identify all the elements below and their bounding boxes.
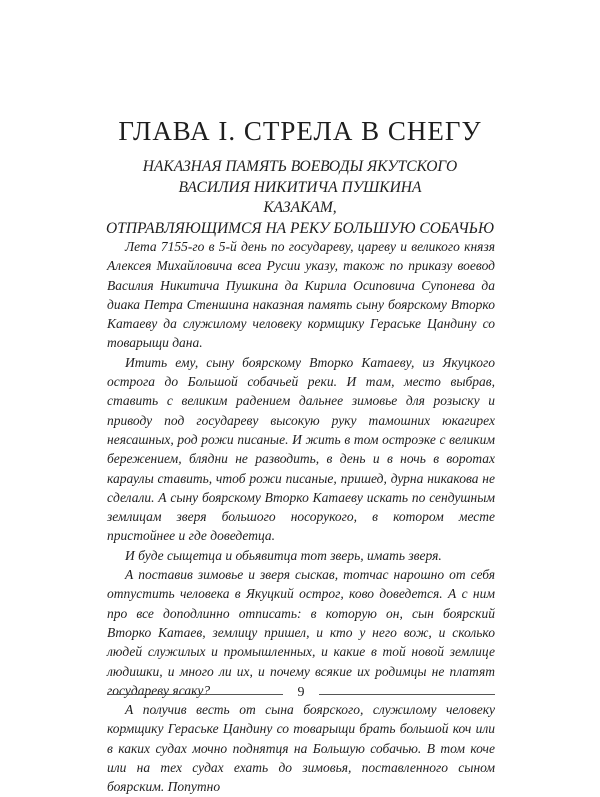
page-number: 9	[297, 685, 305, 700]
chapter-subtitle	[0, 157, 600, 239]
page-footer	[107, 684, 495, 704]
chapter-title: ГЛАВА I. СТРЕЛА В СНЕГУ	[118, 116, 482, 146]
paragraph: А поставив зимовье и зверя сыскав, тотчас нарошно от себя отпустить человека в Якуцкий острог, ково доведется. А с ним про все доподлинно отписать: в которую он, сын боярский Вторко Катаев, землицу пришел, и кто у него вож, и сколько людей служилых и промышленных, и какие в той новой землице людишки, и много ли их, и почему всякие их родимцы не платят государеву ясаку?	[107, 567, 495, 698]
body-text	[107, 237, 495, 797]
subtitle-line: НАКАЗНАЯ ПАМЯТЬ ВОЕВОДЫ ЯКУТСКОГО	[142, 158, 458, 175]
subtitle-line: КАЗАКАМ,	[263, 199, 337, 216]
paragraph: Итить ему, сыну боярскому Вторко Катаеву, из Якуцкого острога до Большой собачьей реки. И там, место выбрав, ставить с великим радением дальнее зимовье для розыску и приводу под государеву высокую руку тамошних юкагирех неясашных, род рожи писаные. И жить в том остроэке с великим бережением, блядни не разводить, в день и в ночь в воротах караулы ставить, чтоб рожи писаные, пришед, дурна никакова не сделали. А сыну боярскому Вторко Катаеву искать по сендушным землицам зверя большого носорукого, в котором месте пристойнее и где доведетца.	[107, 354, 495, 544]
subtitle-line: ОТПРАВЛЯЮЩИМСЯ НА РЕКУ БОЛЬШУЮ СОБАЧЬЮ	[106, 219, 494, 237]
paragraph: А получив весть от сына боярского, служилому человеку кормщику Гераське Цандину со товарыщи брать большой коч или в каких судах мочно поднятця на Большую собачью. В том коче или на тех судах ехать до зимовья, поставленного сыном боярским. Попутно	[107, 702, 495, 795]
footer-rule-right	[319, 694, 495, 695]
subtitle-line: ВАСИЛИЯ НИКИТИЧА ПУШКИНА	[178, 178, 422, 196]
paragraph: И буде сыщетца и обьявитца тот зверь, имать зверя.	[125, 547, 442, 563]
paragraph: Лета 7155-го в 5-й день по государеву, цареву и великого князя Алексея Михайловича всеа Русии указу, також по приказу воевод Василия Никитича Пушкина да Кирила Осиповича Супонева да диака Петра Стеншина наказная память сыну боярскому Вторко Катаеву да служилому человеку кормщику Гераське Цандину со товарыщи дана.	[107, 239, 495, 351]
